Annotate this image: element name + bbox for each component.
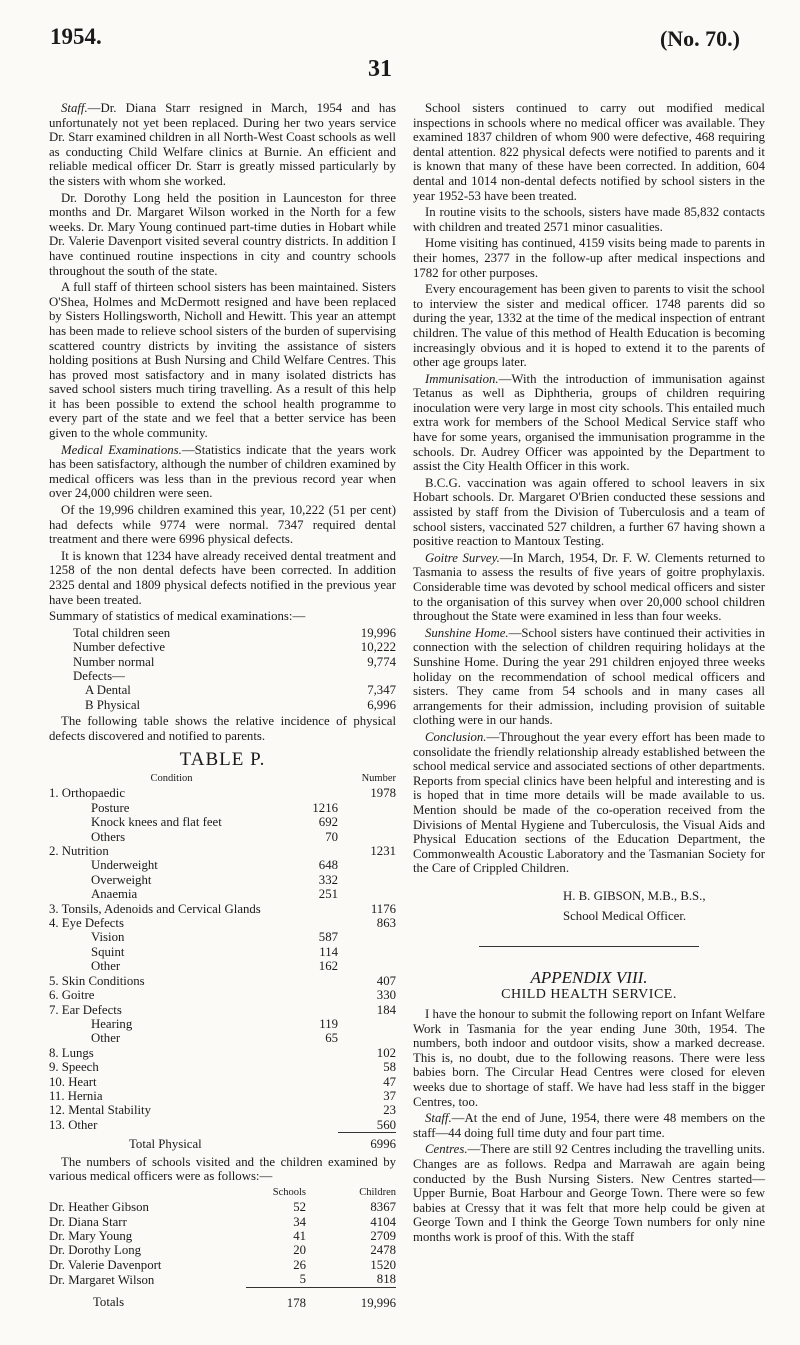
right-column bbox=[413, 101, 765, 1247]
condition-cell: Vision bbox=[91, 930, 125, 945]
table-row bbox=[49, 1103, 396, 1117]
schools-table bbox=[49, 1186, 396, 1310]
number-cell bbox=[338, 930, 396, 944]
run-in-heading: Goitre Survey. bbox=[425, 550, 500, 565]
condition-cell: Posture bbox=[91, 800, 130, 815]
condition-cell: Overweight bbox=[91, 872, 152, 887]
table-row bbox=[49, 1046, 396, 1060]
paragraph-staff-appendix: Staff.—At the end of June, 1954, there were 48 members on the staff—44 doing full time duty and four part time. bbox=[413, 1111, 765, 1140]
condition-cell: 11. Hernia bbox=[49, 1088, 103, 1103]
run-in-heading: Sunshine Home. bbox=[425, 625, 509, 640]
children-count: 2478 bbox=[370, 1243, 396, 1258]
condition-cell: 13. Other bbox=[49, 1117, 98, 1132]
table-row bbox=[49, 1017, 396, 1031]
subcount-cell: 70 bbox=[325, 829, 338, 844]
summary-value bbox=[336, 669, 396, 683]
condition-cell: Total Physical bbox=[129, 1136, 202, 1151]
table-row bbox=[49, 1215, 396, 1229]
table-row bbox=[49, 1272, 396, 1287]
subcount-cell bbox=[294, 1075, 338, 1089]
table-p-title: TABLE P. bbox=[179, 749, 266, 771]
summary-value: 9,774 bbox=[367, 654, 396, 669]
summary-row bbox=[49, 626, 396, 640]
children-count: 1520 bbox=[370, 1257, 396, 1272]
number-cell: 58 bbox=[383, 1060, 396, 1075]
children-count: 2709 bbox=[370, 1229, 396, 1244]
table-row bbox=[49, 1075, 396, 1089]
paragraph: Dr. Dorothy Long held the position in Launceston for three months and Dr. Margaret Wilson worked in the North for a few weeks. Dr. Mary Young continued part-time duties in Hobart while Dr. Valerie Davenport visited several country districts. In addition I have continued routine inspections in city and country schools throughout the south of the state. bbox=[49, 190, 396, 278]
report-number: (No. 70.) bbox=[659, 26, 740, 51]
paragraph: School sisters continued to carry out modified medical inspections in schools where no medical officer was available. They examined 1837 children of whom 900 were defective, 468 requiring dental attention. 822 physical defects were notified to parents and it is known that many of these have been corrected. In addition, 604 dental and 1014 non-dental defects notified by school sisters in the year 1952-53 have been treated. bbox=[413, 101, 765, 203]
officer-name: Dr. Dorothy Long bbox=[49, 1243, 142, 1258]
condition-cell: Hearing bbox=[91, 1016, 133, 1031]
run-in-heading: Centres. bbox=[425, 1142, 468, 1157]
run-in-heading: Staff. bbox=[61, 101, 88, 115]
condition-cell: 10. Heart bbox=[49, 1074, 97, 1089]
table-row bbox=[49, 1089, 396, 1103]
subcount-cell bbox=[294, 1103, 338, 1117]
paragraph-conclusion: Conclusion.—Throughout the year every effort has been made to consolidate the friendly relationship already established between the school medical service and associated sections of other departments. Reports from special clinics have been helpful and interesting and is is hoped that in time more details will be made available to us. Mention should be made of the co-operation received from the Divisions of Mental Hygiene and Tuberculosis, the Visual Aids and Physical Education sections of the Education Department, the Commonwealth Acoustic Laboratory and the Tasmanian Society for the Care of Crippled Children. bbox=[413, 729, 765, 876]
condition-cell: 1. Orthopaedic bbox=[49, 786, 126, 801]
run-in-heading: Staff. bbox=[425, 1111, 452, 1126]
condition-cell: 4. Eye Defects bbox=[49, 916, 124, 931]
summary-value: 10,222 bbox=[360, 640, 396, 655]
condition-cell: Squint bbox=[91, 944, 125, 959]
condition-cell: 12. Mental Stability bbox=[49, 1103, 152, 1118]
schools-header-schools: Schools bbox=[272, 1186, 306, 1198]
table-row bbox=[49, 1003, 396, 1017]
number-cell: 560 bbox=[376, 1117, 396, 1132]
header-year: 1954. bbox=[50, 24, 102, 49]
subcount-cell bbox=[294, 988, 338, 1002]
table-row bbox=[49, 945, 396, 959]
table-row bbox=[49, 830, 396, 844]
table-row bbox=[49, 974, 396, 988]
children-count: 8367 bbox=[370, 1200, 396, 1215]
subcount-cell: 119 bbox=[319, 1016, 338, 1031]
condition-cell: Other bbox=[91, 1031, 121, 1046]
table-row bbox=[49, 873, 396, 887]
condition-cell: Other bbox=[91, 959, 121, 974]
number-cell: 330 bbox=[376, 988, 396, 1003]
subcount-cell bbox=[294, 916, 338, 930]
number-cell bbox=[338, 815, 396, 829]
paragraph-medical-examinations: Medical Examinations.—Statistics indicate that the years work has been satisfactory, although the number of children examined by medical officers was less than in the previous record year when over 24,000 children were seen. bbox=[49, 442, 396, 501]
number-cell: 23 bbox=[383, 1103, 396, 1118]
number-cell bbox=[338, 959, 396, 973]
summary-row bbox=[49, 683, 396, 697]
table-row bbox=[49, 959, 396, 973]
schools-header-children: Children bbox=[359, 1186, 396, 1198]
summary-label: A Dental bbox=[85, 683, 131, 698]
table-row bbox=[49, 1133, 396, 1153]
number-cell: 1176 bbox=[370, 901, 396, 916]
condition-cell: 3. Tonsils, Adenoids and Cervical Glands bbox=[49, 901, 261, 916]
table-row bbox=[49, 1243, 396, 1257]
summary-label: Defects— bbox=[73, 669, 125, 683]
summary-value: 6,996 bbox=[367, 697, 396, 712]
summary-value: 7,347 bbox=[367, 683, 396, 698]
subcount-cell: 114 bbox=[319, 944, 338, 959]
table-p bbox=[49, 772, 396, 1153]
page-number: 31 bbox=[368, 56, 392, 82]
condition-cell: 5. Skin Conditions bbox=[49, 973, 145, 988]
table-p-header-condition: Condition bbox=[150, 773, 193, 784]
schools-count: 20 bbox=[293, 1243, 306, 1258]
table-row bbox=[49, 1258, 396, 1272]
signature-title: School Medical Officer. bbox=[563, 908, 687, 923]
subcount-cell: 692 bbox=[318, 815, 338, 830]
number-cell bbox=[338, 1031, 396, 1045]
number-cell: 184 bbox=[376, 1002, 396, 1017]
signature-name: H. B. GIBSON, M.B., B.S., bbox=[563, 888, 706, 903]
subcount-cell: 648 bbox=[318, 858, 338, 873]
number-cell: 6996 bbox=[338, 1133, 396, 1153]
number-cell bbox=[338, 858, 396, 872]
subcount-cell bbox=[294, 1118, 338, 1133]
condition-cell: 2. Nutrition bbox=[49, 844, 109, 859]
paragraph: I have the honour to submit the following report on Infant Welfare Work in Tasmania for the year ending June 30th, 1954. The numbers, both indoor and outdoor visits, show a marked decrease. This is, no doubt, due to the following reasons. There were less babies born. The Circular Head Centres were closed for eleven weeks due to shortage of staff. We have had less staff in the bigger Centres, too. bbox=[413, 1007, 765, 1109]
condition-cell: 9. Speech bbox=[49, 1060, 99, 1075]
subcount-cell: 1216 bbox=[312, 800, 338, 815]
page-header bbox=[0, 14, 800, 94]
paragraph-goitre-survey: Goitre Survey.—In March, 1954, Dr. F. W. Clements returned to Tasmania to assess the results of five years of goitre prophylaxis. Considerable time was devoted by school medical officers and sister to the organisation of this survey when over 20,000 school children throughout the State were examined in less than four weeks. bbox=[413, 550, 765, 624]
run-in-heading: Conclusion. bbox=[425, 729, 487, 744]
table-row bbox=[49, 1229, 396, 1243]
officer-name: Dr. Heather Gibson bbox=[49, 1200, 149, 1215]
children-count: 818 bbox=[376, 1272, 396, 1287]
paragraph: Home visiting has continued, 4159 visits being made to parents in their homes, 2377 in the follow-up after medical inspections and 1782 for other purposes. bbox=[413, 236, 765, 280]
paragraph-immunisation: Immunisation.—With the introduction of immunisation against Tetanus as well as Diphtheria, groups of children requiring inoculation were very large in most city schools. This entailed much extra work for members of the School Medical Service staff who have for some years, organised the immunisation programme in the schools. Dr. Audrey Officer was appointed by the Department to assist the City Health Officer in this work. bbox=[413, 371, 765, 474]
summary-row bbox=[49, 640, 396, 654]
officer-name: Dr. Diana Starr bbox=[49, 1214, 127, 1229]
number-cell: 102 bbox=[376, 1045, 396, 1060]
schools-count: 26 bbox=[293, 1257, 306, 1272]
table-row bbox=[49, 858, 396, 872]
officer-name: Dr. Mary Young bbox=[49, 1229, 133, 1244]
run-in-heading: Medical Examinations. bbox=[61, 442, 182, 457]
table-row bbox=[49, 887, 396, 901]
summary-intro: Summary of statistics of medical examinations:— bbox=[49, 609, 306, 624]
table-p-header-number: Number bbox=[361, 773, 396, 784]
paragraph: B.C.G. vaccination was again offered to school leavers in six Hobart schools. Dr. Margaret O'Brien conducted these sessions and assisted by staff from the Division of Tuberculosis and a team of school sisters, vaccinated 527 children, a further 67 having shown a positive reaction to Mantoux Testing. bbox=[413, 475, 765, 549]
subcount-cell: 65 bbox=[325, 1031, 338, 1046]
paragraph: Of the 19,996 children examined this year, 10,222 (51 per cent) had defects while 9774 were normal. 7347 required dental treatment and there were 6996 physical defects. bbox=[49, 503, 396, 547]
subcount-cell bbox=[294, 786, 338, 800]
number-cell: 407 bbox=[376, 973, 396, 988]
table-row bbox=[49, 1200, 396, 1214]
number-cell bbox=[338, 945, 396, 959]
table-row bbox=[49, 786, 396, 800]
table-row bbox=[49, 916, 396, 930]
subcount-cell bbox=[294, 974, 338, 988]
paragraph: A full staff of thirteen school sisters has been maintained. Sisters O'Shea, Holmes and McDermott resigned and have been replaced by Sisters Hollingsworth, Nicholl and Hewitt. This year an attempt has been made to relieve school sisters of the burden of supervising scattered country districts by inviting the assistance of sisters holding positions at Bush Nursing and Child Welfare Centres. This has proved most satisfactory and in many isolated districts has saved school sisters much tiring travelling. As a result of this help it has been possible to extend the school health programme to every part of the state and we feel that a better service has been given to the whole community. bbox=[49, 280, 396, 441]
officer-name: Dr. Margaret Wilson bbox=[49, 1272, 155, 1287]
run-in-heading: Immunisation. bbox=[425, 371, 499, 386]
summary-label: Total children seen bbox=[73, 625, 171, 640]
number-cell bbox=[338, 801, 396, 815]
summary-row bbox=[49, 655, 396, 669]
paragraph: The following table shows the relative incidence of physical defects discovered and notified to parents. bbox=[49, 714, 396, 743]
paragraph: It is known that 1234 have already received dental treatment and 1258 of the non dental defects have been corrected. In addition 2325 dental and 1809 physical defects notified in the previous year have been treated. bbox=[49, 548, 396, 607]
table-row bbox=[49, 902, 396, 916]
table-row bbox=[49, 1118, 396, 1133]
schools-total-schools: 178 bbox=[246, 1287, 306, 1310]
summary-label: Number normal bbox=[73, 654, 155, 669]
schools-count: 41 bbox=[293, 1229, 306, 1244]
paragraph-staff: Staff.—Dr. Diana Starr resigned in March, 1954 and has unfortunately not yet been replaced. During her two years service Dr. Starr examined children in all North-West Coast schools as well as conducting Child Welfare clinics at Burnie. An efficient and reliable medical officer Dr. Starr is greatly missed particularly by the sisters with whom she worked. bbox=[49, 101, 396, 188]
number-cell bbox=[338, 830, 396, 844]
paragraph: The numbers of schools visited and the children examined by various medical officers were as follows:— bbox=[49, 1154, 396, 1184]
subcount-cell bbox=[294, 1046, 338, 1060]
condition-cell: 7. Ear Defects bbox=[49, 1002, 122, 1017]
subcount-cell bbox=[294, 1060, 338, 1074]
paragraph: In routine visits to the schools, sisters have made 85,832 contacts with children and treated 2571 minor casualities. bbox=[413, 205, 765, 234]
summary-value: 19,996 bbox=[360, 625, 396, 640]
left-column bbox=[49, 101, 396, 1310]
officer-name: Dr. Valerie Davenport bbox=[49, 1257, 162, 1272]
condition-cell: Knock knees and flat feet bbox=[91, 815, 222, 830]
summary-label: Number defective bbox=[73, 640, 166, 655]
paragraph-centres: Centres.—There are still 92 Centres including the travelling units. Changes are as follows. Redpa and Marrawah are again being conducted by the Bush Nursing Sisters. New Centres started—Upper Burnie, Boat Harbour and George Town. There were so few babies at Cressy that it was felt that more help could be given at George Town and I think the George Town numbers for only nine months work is proof of this. With the staff bbox=[413, 1142, 765, 1244]
table-row bbox=[49, 930, 396, 944]
schools-total-label: Totals bbox=[93, 1295, 125, 1310]
number-cell bbox=[338, 887, 396, 901]
subcount-cell: 587 bbox=[318, 930, 338, 945]
table-row bbox=[49, 844, 396, 858]
subcount-cell bbox=[294, 902, 338, 916]
number-cell: 1978 bbox=[370, 786, 396, 801]
table-row bbox=[49, 1031, 396, 1045]
condition-cell: Underweight bbox=[91, 858, 158, 873]
number-cell bbox=[338, 1017, 396, 1031]
summary-row bbox=[49, 669, 396, 683]
number-cell: 47 bbox=[383, 1074, 396, 1089]
schools-total-children: 19,996 bbox=[306, 1287, 396, 1310]
condition-cell: Anaemia bbox=[91, 887, 138, 902]
subcount-cell bbox=[294, 1089, 338, 1103]
appendix-title: APPENDIX VIII. bbox=[530, 967, 648, 987]
table-row bbox=[49, 1060, 396, 1074]
number-cell: 37 bbox=[383, 1088, 396, 1103]
schools-count: 34 bbox=[293, 1214, 306, 1229]
number-cell: 863 bbox=[376, 916, 396, 931]
subcount-cell bbox=[294, 1133, 338, 1153]
paragraph: Every encouragement has been given to parents to visit the school to interview the sister and medical officer. 1748 parents did so during the year, 1332 at the time of the medical inspection of entrant children. The value of this method of Health Education is becoming increasingly obvious and it is hoped to extend it to the parents of other age groups later. bbox=[413, 282, 765, 370]
table-row bbox=[49, 988, 396, 1002]
summary-table bbox=[49, 626, 396, 712]
paragraph-sunshine-home: Sunshine Home.—School sisters have continued their activities in connection with the selection of children requiring holidays at the Sunshine Home. During the year 291 children enjoyed three weeks holiday on the recommendation of school medical officers and sisters. They came from 54 schools and in many cases all arrangements for their admission, including provision of suitable clothing were in our hands. bbox=[413, 625, 765, 728]
signature-block bbox=[413, 886, 765, 926]
summary-row bbox=[49, 698, 396, 712]
summary-label: B Physical bbox=[85, 697, 141, 712]
subcount-cell bbox=[294, 844, 338, 858]
subcount-cell: 332 bbox=[318, 872, 338, 887]
schools-count: 5 bbox=[299, 1272, 306, 1287]
subcount-cell: 251 bbox=[318, 887, 338, 902]
appendix-subtitle: CHILD HEALTH SERVICE. bbox=[501, 987, 677, 1003]
children-count: 4104 bbox=[370, 1214, 396, 1229]
table-row bbox=[49, 815, 396, 829]
table-row bbox=[49, 801, 396, 815]
number-cell bbox=[338, 873, 396, 887]
section-divider bbox=[479, 946, 699, 947]
condition-cell: Others bbox=[91, 829, 126, 844]
number-cell: 1231 bbox=[370, 844, 396, 859]
subcount-cell bbox=[294, 1003, 338, 1017]
schools-total-row bbox=[49, 1287, 396, 1310]
subcount-cell: 162 bbox=[318, 959, 338, 974]
schools-count: 52 bbox=[293, 1200, 306, 1215]
condition-cell: 8. Lungs bbox=[49, 1045, 94, 1060]
condition-cell: 6. Goitre bbox=[49, 988, 95, 1003]
